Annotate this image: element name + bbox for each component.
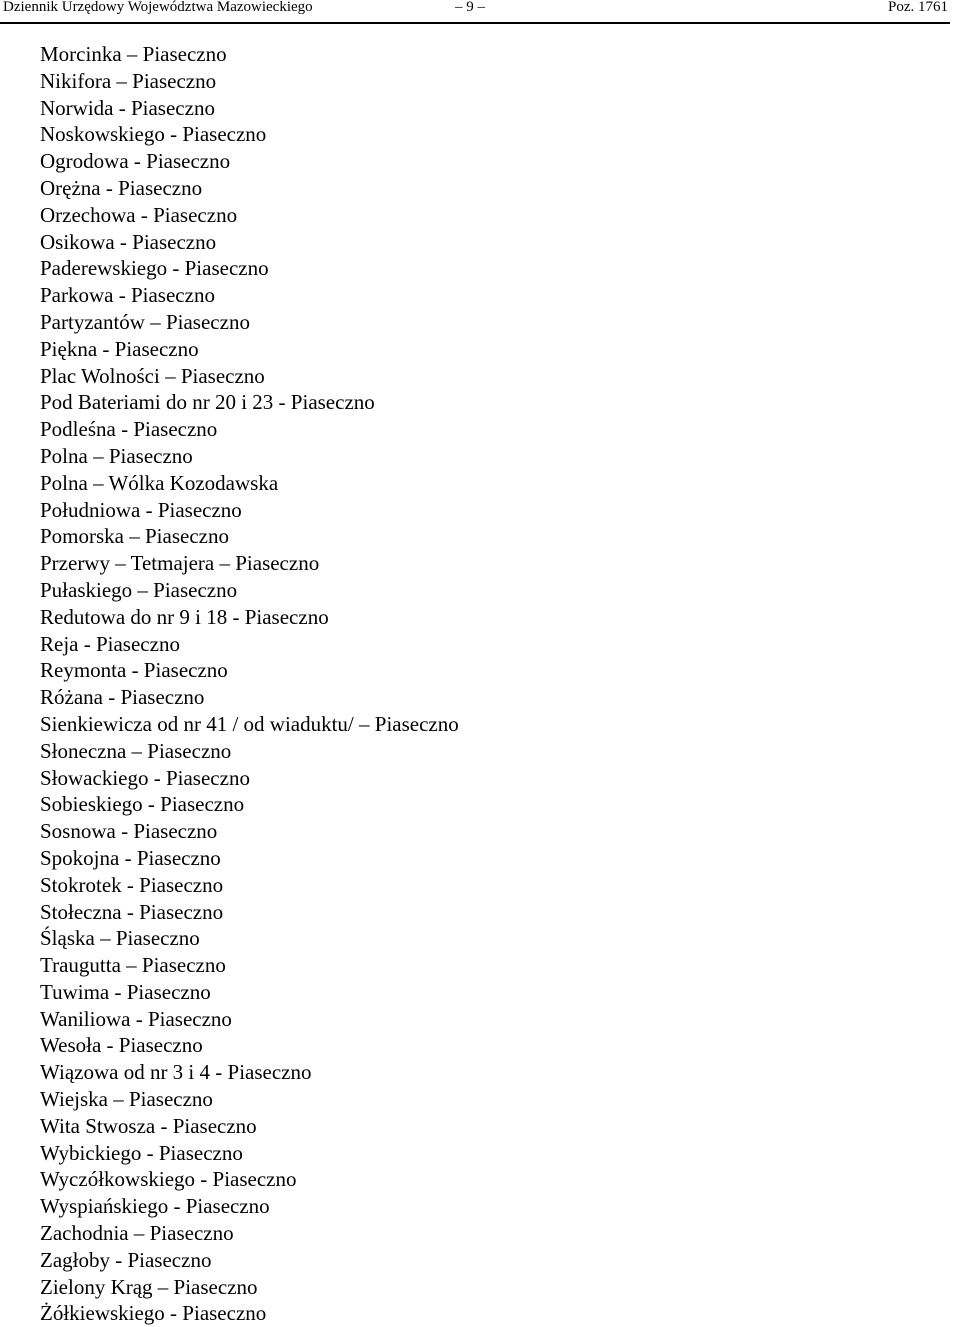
street-entry: Tuwima - Piaseczno bbox=[40, 979, 211, 1004]
street-entry: Przerwy – Tetmajera – Piaseczno bbox=[40, 551, 320, 576]
street-entry: Zielony Krąg – Piaseczno bbox=[40, 1274, 258, 1299]
street-entry: Pod Bateriami do nr 20 i 23 - Piaseczno bbox=[40, 390, 375, 415]
street-entry: Zagłoby - Piaseczno bbox=[40, 1247, 212, 1272]
street-entry: Śląska – Piaseczno bbox=[40, 926, 200, 951]
street-entry: Żółkiewskiego - Piaseczno bbox=[40, 1301, 267, 1326]
street-entry: Wybickiego - Piaseczno bbox=[40, 1140, 243, 1165]
street-entry: Spokojna - Piaseczno bbox=[40, 845, 221, 870]
street-entry: Zachodnia – Piaseczno bbox=[40, 1221, 234, 1246]
street-entry: Traugutta – Piaseczno bbox=[40, 953, 226, 978]
street-entry: Południowa - Piaseczno bbox=[40, 497, 242, 522]
street-entry: Sobieskiego - Piaseczno bbox=[40, 792, 245, 817]
street-entry: Różana - Piaseczno bbox=[40, 685, 205, 710]
street-entry: Stołeczna - Piaseczno bbox=[40, 899, 224, 924]
street-entry: Waniliowa - Piaseczno bbox=[40, 1006, 232, 1031]
street-entry: Pomorska – Piaseczno bbox=[40, 524, 229, 549]
street-entry: Polna – Wólka Kozodawska bbox=[40, 470, 279, 495]
street-entry: Orężna - Piaseczno bbox=[40, 175, 203, 200]
street-entry: Stokrotek - Piaseczno bbox=[40, 872, 224, 897]
street-entry: Partyzantów – Piaseczno bbox=[40, 309, 250, 334]
street-entry: Słoneczna – Piaseczno bbox=[40, 738, 232, 763]
street-entry: Plac Wolności – Piaseczno bbox=[40, 363, 265, 388]
street-entry: Nikifora – Piaseczno bbox=[40, 68, 217, 93]
street-entry: Podleśna - Piaseczno bbox=[40, 417, 218, 442]
page-number: – 9 – bbox=[455, 0, 485, 15]
street-list bbox=[40, 41, 459, 1327]
street-entry: Pułaskiego – Piaseczno bbox=[40, 577, 238, 602]
street-entry: Orzechowa - Piaseczno bbox=[40, 202, 238, 227]
street-entry: Reymonta - Piaseczno bbox=[40, 658, 228, 683]
street-entry: Osikowa - Piaseczno bbox=[40, 229, 217, 254]
street-entry: Paderewskiego - Piaseczno bbox=[40, 256, 269, 281]
street-entry: Wiejska – Piaseczno bbox=[40, 1087, 213, 1112]
street-entry: Ogrodowa - Piaseczno bbox=[40, 149, 231, 174]
street-entry: Parkowa - Piaseczno bbox=[40, 283, 215, 308]
street-entry: Sosnowa - Piaseczno bbox=[40, 819, 218, 844]
street-entry: Piękna - Piaseczno bbox=[40, 336, 199, 361]
page-header bbox=[0, 0, 950, 24]
street-entry: Wyspiańskiego - Piaseczno bbox=[40, 1194, 270, 1219]
street-entry: Norwida - Piaseczno bbox=[40, 95, 215, 120]
street-entry: Wiązowa od nr 3 i 4 - Piaseczno bbox=[40, 1060, 312, 1085]
street-entry: Redutowa do nr 9 i 18 - Piaseczno bbox=[40, 604, 329, 629]
street-entry: Reja - Piaseczno bbox=[40, 631, 180, 656]
street-entry: Noskowskiego - Piaseczno bbox=[40, 122, 267, 147]
street-entry: Wesoła - Piaseczno bbox=[40, 1033, 203, 1058]
street-entry: Polna – Piaseczno bbox=[40, 443, 193, 468]
street-entry: Słowackiego - Piaseczno bbox=[40, 765, 250, 790]
street-entry: Wyczółkowskiego - Piaseczno bbox=[40, 1167, 297, 1192]
street-entry: Wita Stwosza - Piaseczno bbox=[40, 1113, 257, 1138]
street-entry: Sienkiewicza od nr 41 / od wiaduktu/ – Piaseczno bbox=[40, 711, 459, 736]
journal-title: Dziennik Urzędowy Województwa Mazowieckiego bbox=[3, 0, 313, 15]
position-number: Poz. 1761 bbox=[888, 0, 948, 15]
street-entry: Morcinka – Piaseczno bbox=[40, 42, 227, 66]
